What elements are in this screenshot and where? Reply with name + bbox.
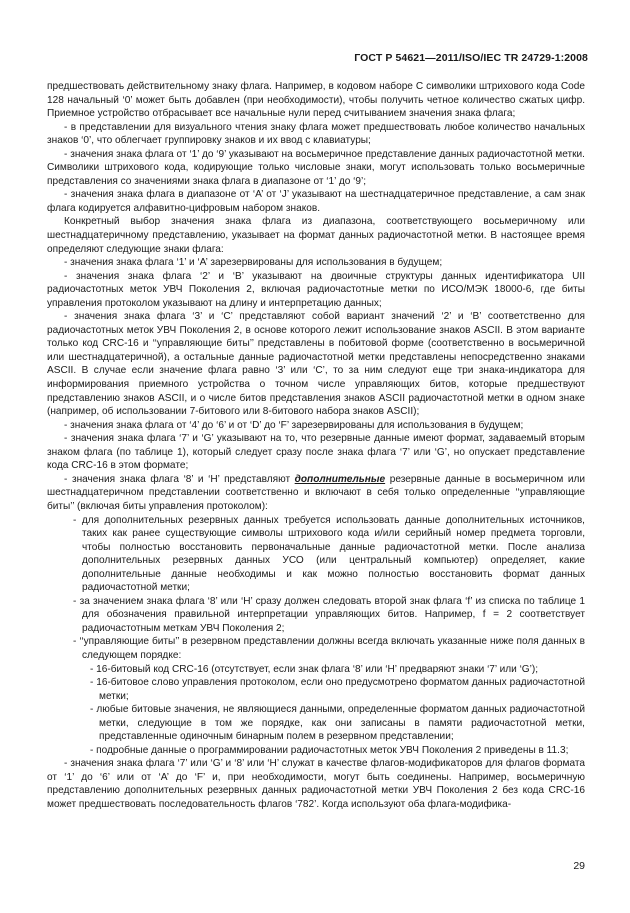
list-item-text: - значения знака флага ‘8’ и ‘H’ представляют: [64, 473, 295, 485]
document-header: ГОСТ Р 54621—2011/ISO/IEC TR 24729-1:2008: [354, 52, 588, 64]
subsublist-item: - 16-битовое слово управления протоколом, если оно предусмотрено форматом данных радиочастотной метки;: [90, 677, 585, 702]
list-item: - значения знака флага ‘2’ и ‘B’ указывают на двоичные структуры данных идентификатора UII радиочастотных меток УВЧ Поколения 2, включая радиочастотные метки по ИСО/МЭК 18000-6, где биты управления протоколом указывают на длину и интерпретацию данных;: [47, 270, 585, 309]
list-item: - значения знака флага ‘7’ или ‘G’ и ‘8’ или ‘H’ служат в качестве флагов-модификаторов для флагов формата от ‘1’ до ‘6’ или от ‘A’ до ‘F’ и, при необходимости, могут быть соединены. Например, восьмеричную представлению дополнительных резервных данных радиочастотной метки УВЧ Поколения 2 без кода CRC-16 может предшествовать последовательность флагов ‘782’. Когда используют оба флага-модифика-: [47, 758, 585, 810]
paragraph: Конкретный выбор значения знака флага из диапазона, соответствующего восьмеричному или шестнадцатеричному представлению, указывает на формат данных радиочастотной метки. В настоящее время определяют следующие знаки флага:: [47, 216, 585, 255]
list-item: - значения знака флага от ‘4’ до ‘6’ и от ‘D’ до ‘F’ зарезервированы для использования в будущем;: [64, 419, 524, 431]
document-body: [47, 80, 585, 812]
list-item: - значения знака флага в диапазоне от ‘A’ от ‘J’ указывают на шестнадцатеричное представление, а сам знак флага кодируется алфавитно-цифровым набором знаков.: [47, 189, 585, 214]
sublist-item: - ‘‘управляющие биты’’ в резервном представлении должны всегда включать указанные ниже поля данных в следующем порядке:: [73, 636, 585, 661]
emphasis-term: дополнительные: [294, 473, 386, 485]
list-item: [47, 473, 585, 514]
sublist-item: - за значением знака флага ‘8’ или ‘H’ сразу должен следовать второй знак флага ‘f’ из списка по таблице 1 для обозначения правильной интерпретации управляющих битов. Например, f = 2 соответствует радиочастотным меткам УВЧ Поколения 2;: [73, 595, 585, 634]
list-item: - значения знака флага ‘1’ и ‘A’ зарезервированы для использования в будущем;: [64, 257, 443, 269]
subsublist-item: - 16-битовый код CRC-16 (отсутствует, если знак флага ‘8’ или ‘H’ предваряют знаки ‘7’ или ‘G’);: [90, 663, 539, 675]
sublist-item: - для дополнительных резервных данных требуется использовать данные дополнительных источников, таких как ранее существующие символы штрихового кода и/или серийный номер предмета торговли, чтобы полностью восстановить первоначальные данные радиочастотной метки. После анализа дополнительных резервных данных УСО (или центральный компьютер) определяет, какие дополнительные данные необходимы и как можно полностью восстановить формат данных радиочастотной метки;: [73, 514, 585, 594]
subsublist-item: - подробные данные о программировании радиочастотных меток УВЧ Поколения 2 приведены в 11.3;: [90, 744, 569, 756]
list-item: - в представлении для визуального чтения знаку флага может предшествовать любое количество начальных знаков ‘0’, что облегчает группировку знаков и их ввод с клавиатуры;: [47, 121, 585, 147]
page-number: 29: [573, 860, 585, 872]
list-item: - значения знака флага от ‘1’ до ‘9’ указывают на восьмеричное представление данных радиочастотной метки. Символики штрихового кода, кодирующие только числовые знаки, могут использовать только восьмеричные представления со значениями знака флага в диапазоне от ‘1’ до ‘9’;: [47, 148, 585, 187]
paragraph: предшествовать действительному знаку флага. Например, в кодовом наборе С символики штрихового кода Code 128 начальный ‘0’ может быть добавлен (при необходимости), чтобы получить четное количество сжатых цифр. Приемное устройство отбрасывает все начальные нули перед считыванием значения знака флага;: [47, 81, 585, 120]
list-item: - значения знака флага ‘7’ и ‘G’ указывают на то, что резервные данные имеют формат, задаваемый вторым знаком флага (по таблице 1), который следует сразу после знака флага ‘7’ или ‘G’, но опускает представление кода CRC-16 в этом формате;: [47, 433, 585, 472]
subsublist-item: - любые битовые значения, не являющиеся данными, определенные форматом данных радиочастотной метки, следующие в том же порядке, как они записаны в памяти радиочастотной метки, представленные одиночным бинарным полем в резервном представлении;: [90, 704, 585, 743]
list-item: - значения знака флага ‘3’ и ‘C’ представляют собой вариант значений ‘2’ и ‘B’ соответственно для радиочастотных меток УВЧ Поколения 2, в основе которого лежит использование знаков ASCII. В этом варианте только код CRC-16 и ‘‘управляющие биты’’ представлены в побитовой форме (соответственно в восьмеричной или шестнадцатеричной), а остальные данные радиочастотной метки представлены непосредственно знаками ASCII. В случае если значение флага равно ‘3’ или ‘C’, то за ним следуют еще три знака-индикатора для информирования приемного устройства о точном числе управляющих битов, которые предшествуют представлению знаков ASCII, и о числе битов представления знаков ASCII радиочастотной метки в одном знаке (например, об использовании 7-битового или 8-битового набора знаков ASCII);: [47, 311, 585, 418]
list-item-text: резервные данные в восьмеричном или шестнадцатеричном представлении соответственно и включают в себя только определенные ‘‘управляющие биты’’ (включая биты управления протоколом):: [47, 473, 586, 512]
